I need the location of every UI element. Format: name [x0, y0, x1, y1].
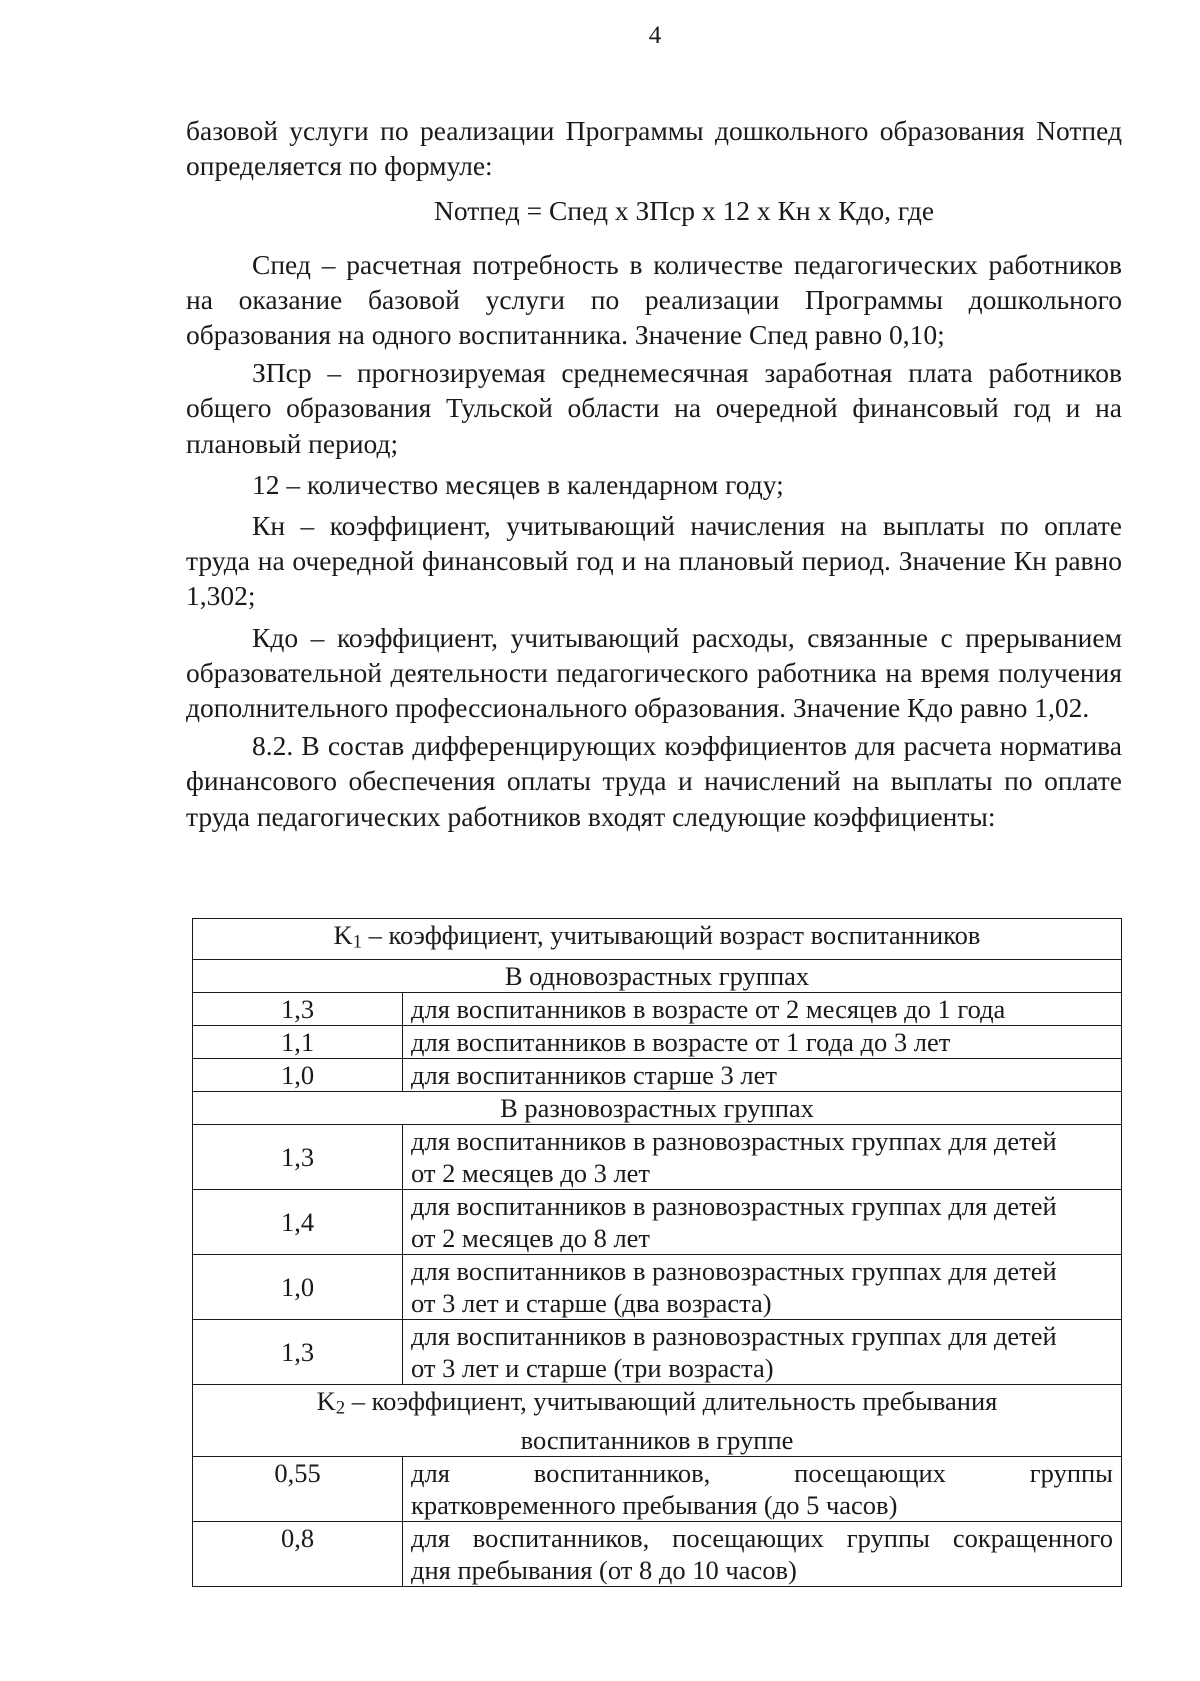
- desc-line-2: дня пребывания (от 8 до 10 часов): [411, 1555, 797, 1586]
- table-row: [193, 1254, 1122, 1319]
- intro-line-2: определяется по формуле:: [186, 150, 493, 182]
- k1-header-prefix: K: [333, 920, 353, 950]
- table-row: [193, 992, 1122, 1025]
- coef-description: [403, 1254, 1122, 1319]
- desc-line-1: для воспитанников в разновозрастных группах для детей: [411, 1320, 1057, 1351]
- k2-header-row: [193, 1384, 1122, 1457]
- table-row: [193, 1522, 1122, 1587]
- coef-description: [403, 1319, 1122, 1384]
- coef-value: 1,0: [193, 1058, 403, 1091]
- desc-line-2: от 3 лет и старше (три возраста): [411, 1352, 774, 1383]
- coef-value: 1,3: [193, 992, 403, 1025]
- k2-header-prefix: K: [316, 1385, 336, 1416]
- coef-value: 1,0: [193, 1254, 403, 1319]
- paragraph-8-2: 8.2. В состав дифференцирующих коэффициентов для расчета норматива финансового обеспечения оплаты труда и начислений на выплаты по оплате труда педагогических работников входят следующие коэффициенты:: [186, 730, 1122, 832]
- table-row: [193, 1124, 1122, 1189]
- coef-value: 1,1: [193, 1025, 403, 1058]
- k1-header: [193, 919, 1122, 960]
- paragraph-sped: Спед – расчетная потребность в количестве педагогических работников на оказание базовой услуги по реализации Программы дошкольного образования на одного воспитанника. Значение Спед равно 0,10;: [186, 248, 1122, 351]
- desc-line-2: кратковременного пребывания (до 5 часов): [411, 1490, 898, 1521]
- page-number: 4: [648, 22, 662, 49]
- k2-header-sub: 2: [335, 1397, 346, 1419]
- coef-value: 1,3: [193, 1124, 403, 1189]
- table-row: [193, 1457, 1122, 1522]
- coef-value: 1,4: [193, 1189, 403, 1254]
- desc-line-1: для воспитанников в разновозрастных группах для детей: [411, 1255, 1057, 1286]
- coef-description: [403, 1124, 1122, 1189]
- paragraph-kdo: Кдо – коэффициент, учитывающий расходы, связанные с прерыванием образовательной деятельности педагогического работника на время получения дополнительного профессионального образования. Значение Кдо равно 1,02.: [186, 621, 1122, 724]
- k2-header-line-2: воспитанников в группе: [520, 1425, 794, 1456]
- desc-line-1: для воспитанников в разновозрастных группах для детей: [411, 1125, 1057, 1156]
- table-row: [193, 1319, 1122, 1384]
- group1-title-row: [193, 959, 1122, 992]
- formula: Nотпед = Спед х ЗПср х 12 х Кн х Кдо, где: [433, 195, 935, 227]
- desc-line-1: для воспитанников, посещающих группы: [411, 1458, 1113, 1489]
- desc-line-2: от 2 месяцев до 8 лет: [411, 1222, 651, 1253]
- table-row: [193, 1058, 1122, 1091]
- paragraph-months: 12 – количество месяцев в календарном году;: [252, 468, 784, 500]
- document-body: [186, 113, 1122, 834]
- paragraph-zpsr: ЗПср – прогнозируемая среднемесячная заработная плата работников общего образования Тульской области на очередной финансовый год и на плановый период;: [186, 357, 1122, 459]
- coef-description: [403, 1189, 1122, 1254]
- coef-description: [403, 1522, 1122, 1587]
- group2-title: В разновозрастных группах: [193, 1091, 1122, 1124]
- table-row: [193, 1189, 1122, 1254]
- group2-title-row: [193, 1091, 1122, 1124]
- desc-line-1: для воспитанников, посещающих группы сокращенного: [411, 1523, 1113, 1554]
- desc-line-2: от 3 лет и старше (два возраста): [411, 1287, 772, 1318]
- coef-value: 1,3: [193, 1319, 403, 1384]
- coef-description: для воспитанников в возрасте от 1 года до 3 лет: [403, 1025, 1122, 1058]
- coef-description: для воспитанников в возрасте от 2 месяцев до 1 года: [403, 992, 1122, 1025]
- k2-header: [193, 1384, 1122, 1457]
- coef-value: 0,55: [193, 1457, 403, 1522]
- coef-value: 0,8: [193, 1522, 403, 1587]
- table-row: [193, 1025, 1122, 1058]
- k1-header-rest: – коэффициент, учитывающий возраст воспитанников: [361, 920, 981, 950]
- desc-line-2: от 2 месяцев до 3 лет: [411, 1157, 651, 1188]
- group1-title: В одновозрастных группах: [193, 959, 1122, 992]
- coef-description: [403, 1457, 1122, 1522]
- intro-line-1: базовой услуги по реализации Программы дошкольного образования Nотпед: [186, 115, 1122, 146]
- paragraph-kn: Кн – коэффициент, учитывающий начисления на выплаты по оплате труда на очередной финансовый год и на плановый период. Значение Кн равно 1,302;: [186, 510, 1122, 612]
- k1-header-row: [193, 919, 1122, 960]
- coefficients-table: [192, 918, 1122, 1587]
- k2-header-rest: – коэффициент, учитывающий длительность пребывания: [345, 1385, 998, 1416]
- desc-line-1: для воспитанников в разновозрастных группах для детей: [411, 1190, 1057, 1221]
- k1-header-sub: 1: [352, 931, 362, 953]
- coef-description: для воспитанников старше 3 лет: [403, 1058, 1122, 1091]
